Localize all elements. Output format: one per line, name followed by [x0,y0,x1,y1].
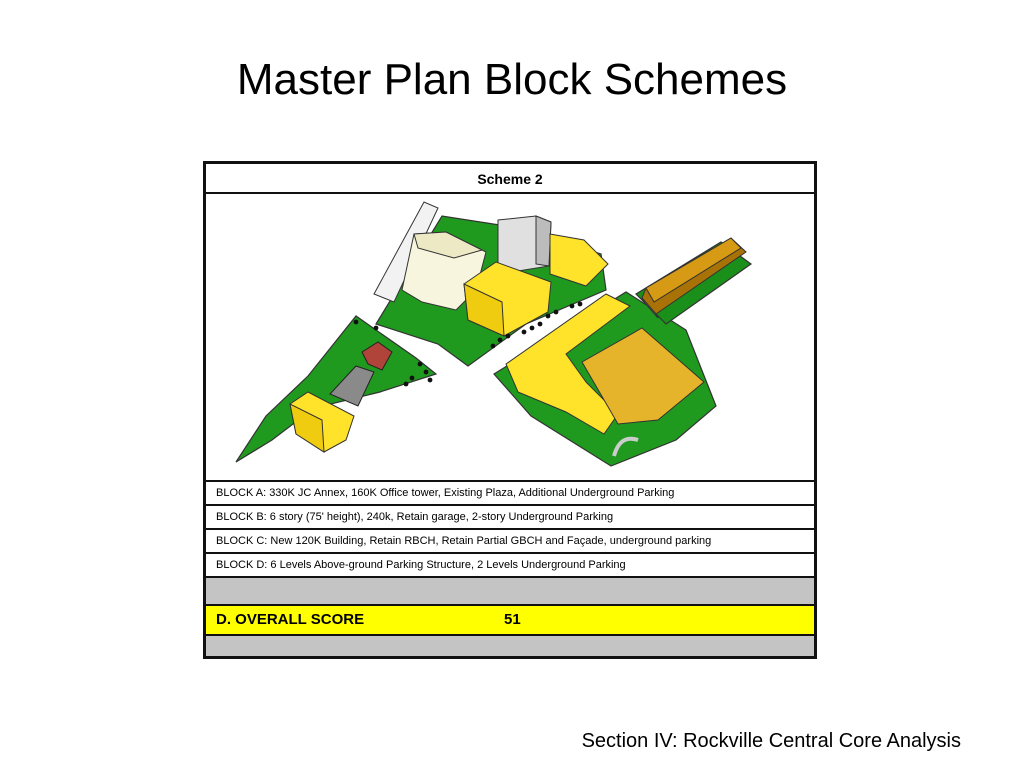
block-c-row: BLOCK C: New 120K Building, Retain RBCH, Retain Partial GBCH and Façade, underground parking [206,530,814,554]
existing-tower-side [536,216,551,266]
site-plan-illustration [206,194,814,482]
overall-score-label: D. OVERALL SCORE [216,611,365,628]
scheme-table [203,161,817,659]
overall-score-value: 51 [504,611,521,628]
empty-gray-row [206,578,814,606]
site-plan-drawing [206,194,814,482]
block-a-row: BLOCK A: 330K JC Annex, 160K Office tower, Existing Plaza, Additional Underground Parking [206,482,814,506]
slide-title: Master Plan Block Schemes [236,55,788,104]
scheme-header: Scheme 2 [206,164,814,194]
block-b-row: BLOCK B: 6 story (75' height), 240k, Retain garage, 2-story Underground Parking [206,506,814,530]
block-d-row: BLOCK D: 6 Levels Above-ground Parking Structure, 2 Levels Underground Parking [206,554,814,578]
slide-footer: Section IV: Rockville Central Core Analysis [581,730,961,752]
overall-score-row [206,606,814,636]
empty-gray-row-bottom [206,636,814,656]
